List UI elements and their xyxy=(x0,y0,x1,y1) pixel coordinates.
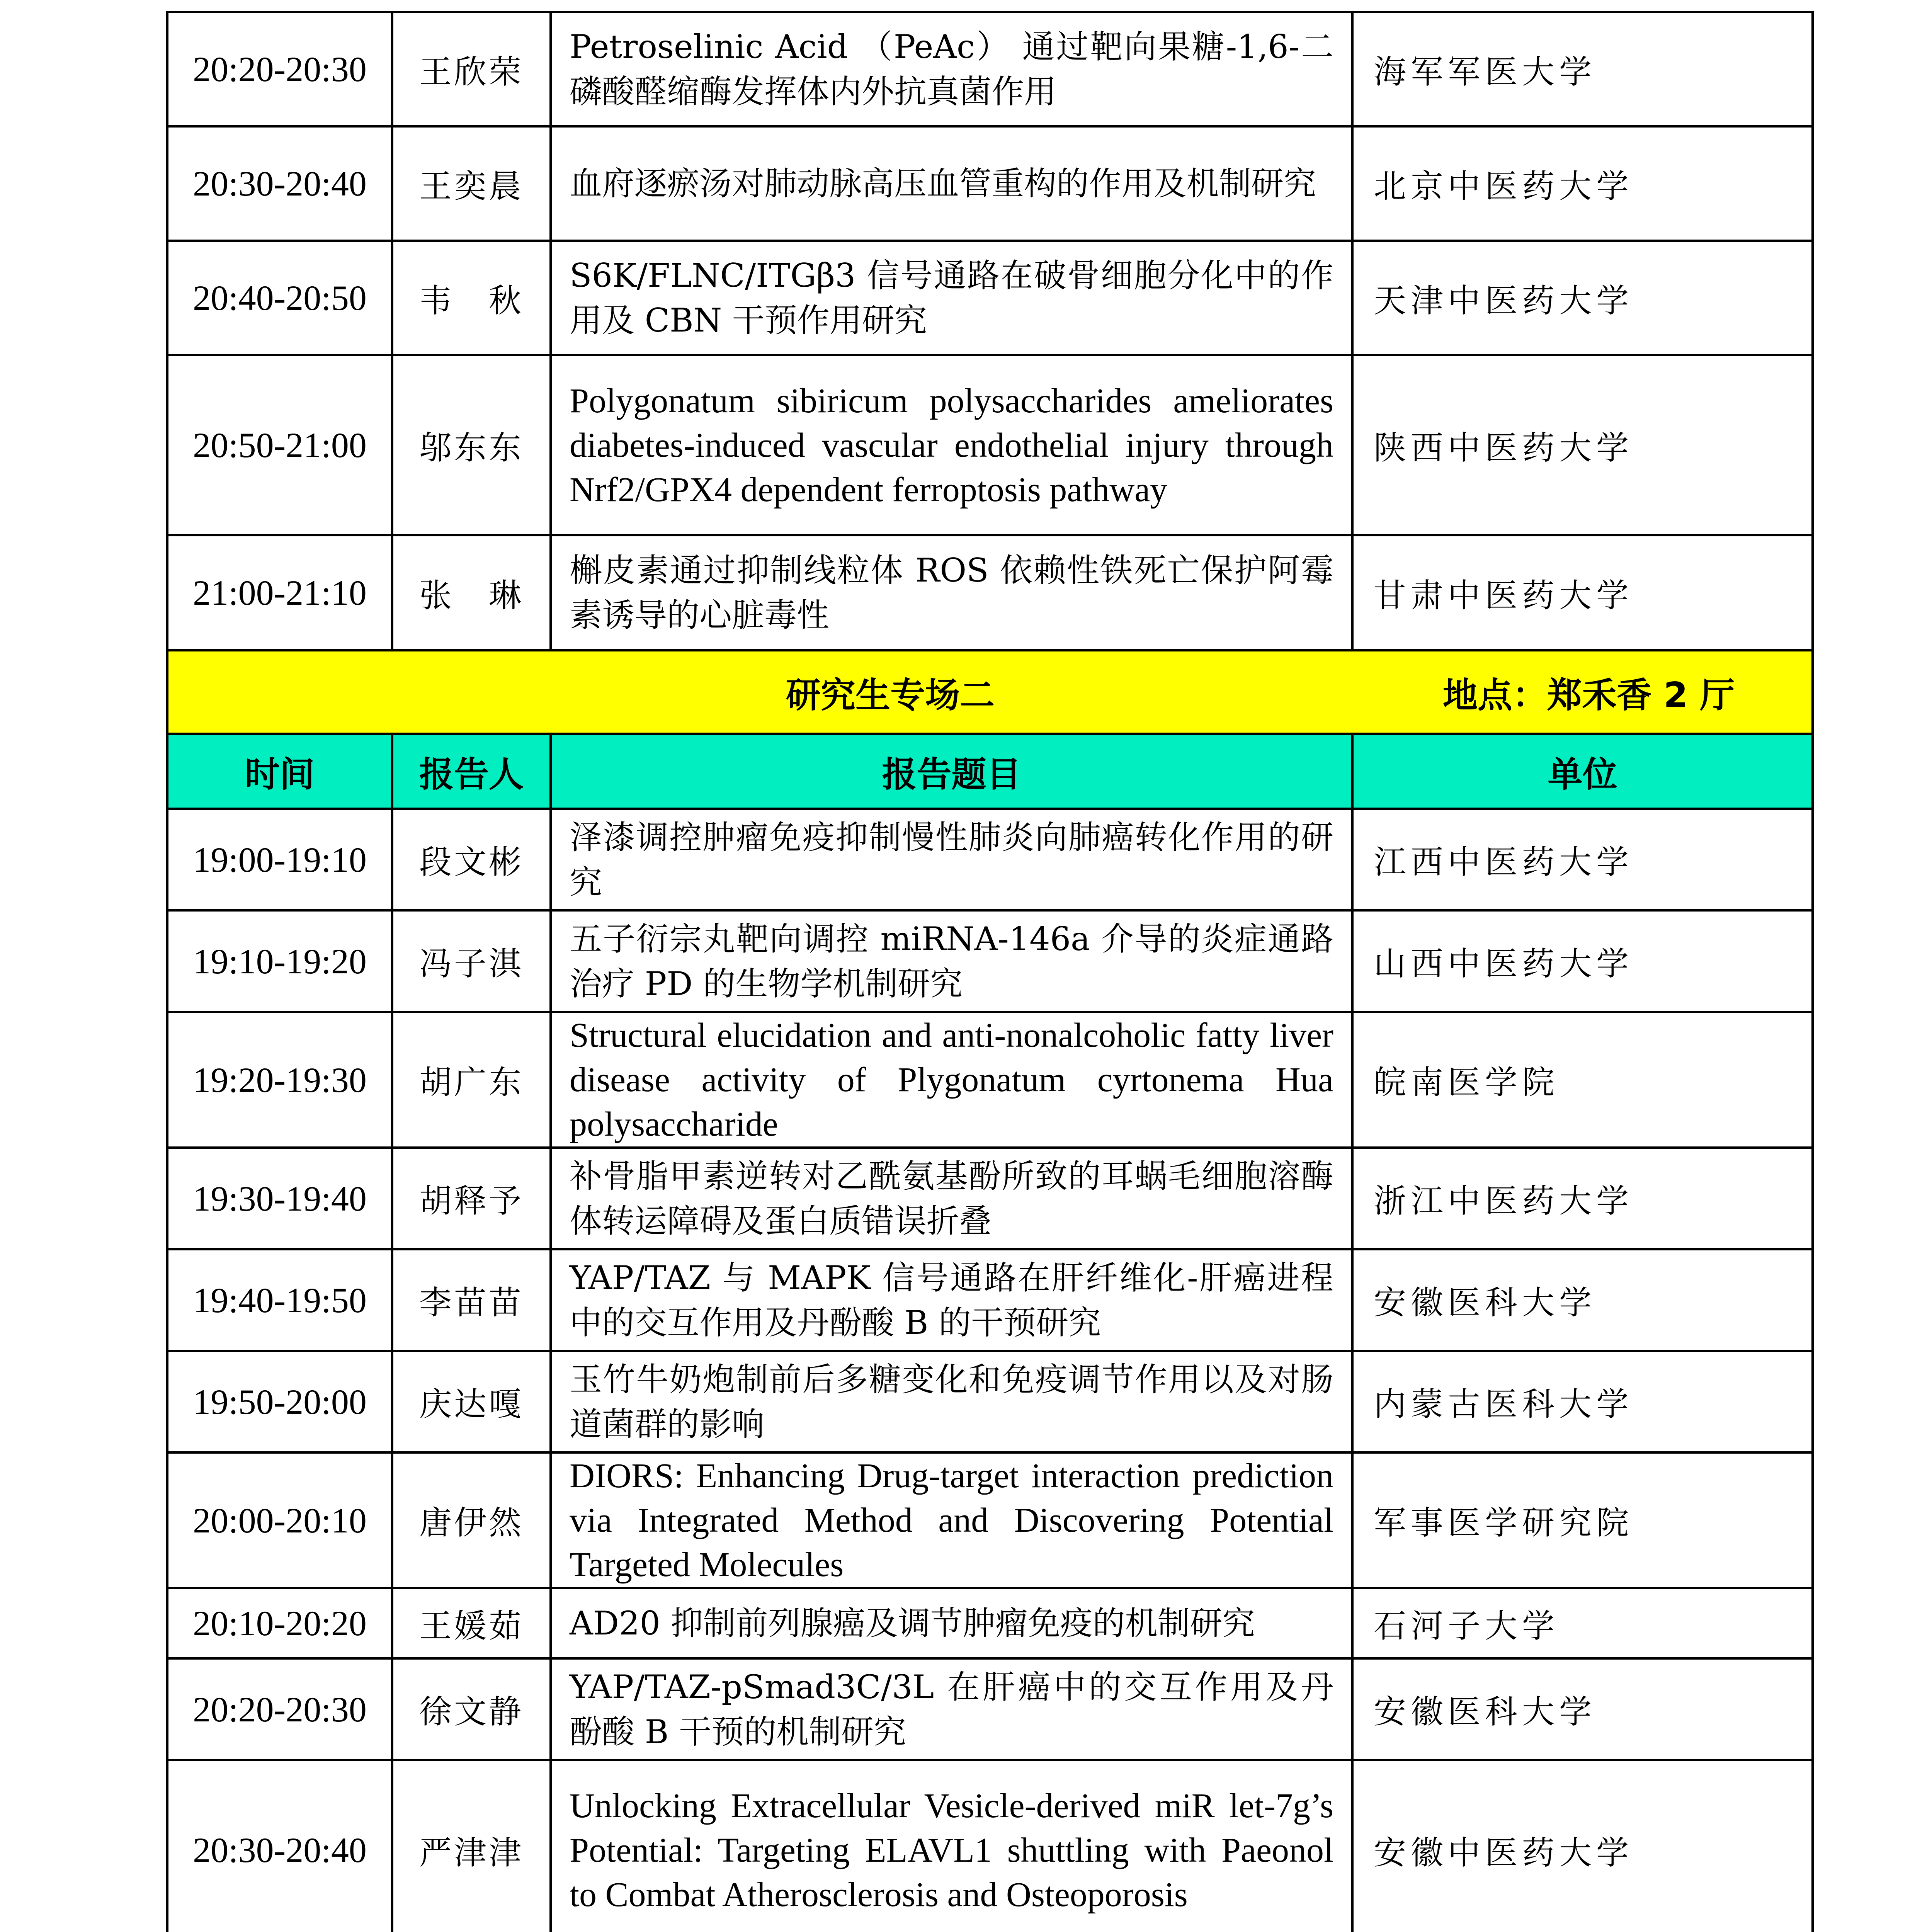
time-cell: 20:10-20:20 xyxy=(167,1588,392,1658)
topic-cell: 五子衍宗丸靶向调控 miRNA-146a 介导的炎症通路治疗 PD 的生物学机制研究 xyxy=(551,910,1352,1012)
topic-cell: YAP/TAZ 与 MAPK 信号通路在肝纤维化-肝癌进程中的交互作用及丹酚酸 B 的干预研究 xyxy=(551,1249,1352,1351)
time-cell: 20:30-20:40 xyxy=(167,126,392,241)
topic-cell: Petroselinic Acid （PeAc） 通过靶向果糖-1,6-二磷酸醛缩酶发挥体内外抗真菌作用 xyxy=(551,12,1352,126)
speaker-cell: 段文彬 xyxy=(392,809,551,910)
org-cell: 皖南医学院 xyxy=(1352,1012,1813,1148)
header-topic: 报告题目 xyxy=(551,734,1352,809)
topic-cell: Structural elucidation and anti-nonalcoholic fatty liver disease activity of Plygonatum cyrtonema Hua polysaccharide xyxy=(551,1012,1352,1148)
org-cell: 安徽医科大学 xyxy=(1352,1249,1813,1351)
header-org: 单位 xyxy=(1352,734,1813,809)
speaker-cell: 徐文静 xyxy=(392,1658,551,1760)
speaker-cell: 冯子淇 xyxy=(392,910,551,1012)
speaker-cell: 张 琳 xyxy=(392,535,551,650)
speaker-cell: 韦 秋 xyxy=(392,241,551,355)
org-cell: 内蒙古医科大学 xyxy=(1352,1351,1813,1452)
org-cell: 军事医学研究院 xyxy=(1352,1452,1813,1588)
table-row xyxy=(167,12,1813,126)
table-row xyxy=(167,1760,1813,1932)
speaker-cell: 胡广东 xyxy=(392,1012,551,1148)
time-cell: 20:20-20:30 xyxy=(167,1658,392,1760)
org-cell: 北京中医药大学 xyxy=(1352,126,1813,241)
time-cell: 20:50-21:00 xyxy=(167,355,392,535)
header-speaker: 报告人 xyxy=(392,734,551,809)
speaker-cell: 王奕晨 xyxy=(392,126,551,241)
table-row xyxy=(167,1658,1813,1760)
table-row xyxy=(167,535,1813,650)
table-row xyxy=(167,241,1813,355)
time-cell: 20:00-20:10 xyxy=(167,1452,392,1588)
topic-cell: DIORS: Enhancing Drug-target interaction prediction via Integrated Method and Discovering Potential Targeted Molecules xyxy=(551,1452,1352,1588)
table-row xyxy=(167,126,1813,241)
table-row xyxy=(167,1588,1813,1658)
time-cell: 20:30-20:40 xyxy=(167,1760,392,1932)
time-cell: 19:30-19:40 xyxy=(167,1148,392,1249)
org-cell: 石河子大学 xyxy=(1352,1588,1813,1658)
topic-cell: Polygonatum sibiricum polysaccharides ameliorates diabetes-induced vascular endothelial injury through Nrf2/GPX4 dependent ferroptosis pathway xyxy=(551,355,1352,535)
topic-cell: S6K/FLNC/ITGβ3 信号通路在破骨细胞分化中的作用及 CBN 干预作用研究 xyxy=(551,241,1352,355)
speaker-cell: 庆达嘎 xyxy=(392,1351,551,1452)
org-cell: 甘肃中医药大学 xyxy=(1352,535,1813,650)
org-cell: 山西中医药大学 xyxy=(1352,910,1813,1012)
topic-cell: Unlocking Extracellular Vesicle-derived miR let-7g’s Potential: Targeting ELAVL1 shuttling with Paeonol to Combat Atherosclerosis and Osteoporosis xyxy=(551,1760,1352,1932)
topic-cell: 槲皮素通过抑制线粒体 ROS 依赖性铁死亡保护阿霉素诱导的心脏毒性 xyxy=(551,535,1352,650)
org-cell: 浙江中医药大学 xyxy=(1352,1148,1813,1249)
org-cell: 安徽医科大学 xyxy=(1352,1658,1813,1760)
speaker-cell: 唐伊然 xyxy=(392,1452,551,1588)
topic-cell: 补骨脂甲素逆转对乙酰氨基酚所致的耳蜗毛细胞溶酶体转运障碍及蛋白质错误折叠 xyxy=(551,1148,1352,1249)
topic-cell: AD20 抑制前列腺癌及调节肿瘤免疫的机制研究 xyxy=(551,1588,1352,1658)
table-row xyxy=(167,1351,1813,1452)
session-banner xyxy=(167,650,1813,734)
speaker-cell: 严津津 xyxy=(392,1760,551,1932)
table-row xyxy=(167,1012,1813,1148)
session-banner-cell xyxy=(167,650,1813,734)
time-cell: 19:00-19:10 xyxy=(167,809,392,910)
org-cell: 江西中医药大学 xyxy=(1352,809,1813,910)
time-cell: 21:00-21:10 xyxy=(167,535,392,650)
time-cell: 20:40-20:50 xyxy=(167,241,392,355)
session-location: 地点：郑禾香 2 厅 xyxy=(1443,675,1735,716)
speaker-cell: 王欣荣 xyxy=(392,12,551,126)
speaker-cell: 邬东东 xyxy=(392,355,551,535)
speaker-cell: 王媛茹 xyxy=(392,1588,551,1658)
org-cell: 海军军医大学 xyxy=(1352,12,1813,126)
table-header xyxy=(167,734,1813,809)
speaker-cell: 胡释予 xyxy=(392,1148,551,1249)
time-cell: 20:20-20:30 xyxy=(167,12,392,126)
time-cell: 19:20-19:30 xyxy=(167,1012,392,1148)
org-cell: 安徽中医药大学 xyxy=(1352,1760,1813,1932)
time-cell: 19:10-19:20 xyxy=(167,910,392,1012)
org-cell: 陕西中医药大学 xyxy=(1352,355,1813,535)
header-time: 时间 xyxy=(167,734,392,809)
table-row xyxy=(167,1452,1813,1588)
table-row xyxy=(167,355,1813,535)
session-title: 研究生专场二 xyxy=(786,675,995,716)
table-row xyxy=(167,1148,1813,1249)
topic-cell: YAP/TAZ-pSmad3C/3L 在肝癌中的交互作用及丹酚酸 B 干预的机制研究 xyxy=(551,1658,1352,1760)
time-cell: 19:50-20:00 xyxy=(167,1351,392,1452)
topic-cell: 泽漆调控肿瘤免疫抑制慢性肺炎向肺癌转化作用的研究 xyxy=(551,809,1352,910)
time-cell: 19:40-19:50 xyxy=(167,1249,392,1351)
org-cell: 天津中医药大学 xyxy=(1352,241,1813,355)
topic-cell: 玉竹牛奶炮制前后多糖变化和免疫调节作用以及对肠道菌群的影响 xyxy=(551,1351,1352,1452)
speaker-cell: 李苗苗 xyxy=(392,1249,551,1351)
topic-cell: 血府逐瘀汤对肺动脉高压血管重构的作用及机制研究 xyxy=(551,126,1352,241)
table-row xyxy=(167,1249,1813,1351)
schedule-table xyxy=(166,11,1814,1932)
table-row xyxy=(167,910,1813,1012)
table-row xyxy=(167,809,1813,910)
